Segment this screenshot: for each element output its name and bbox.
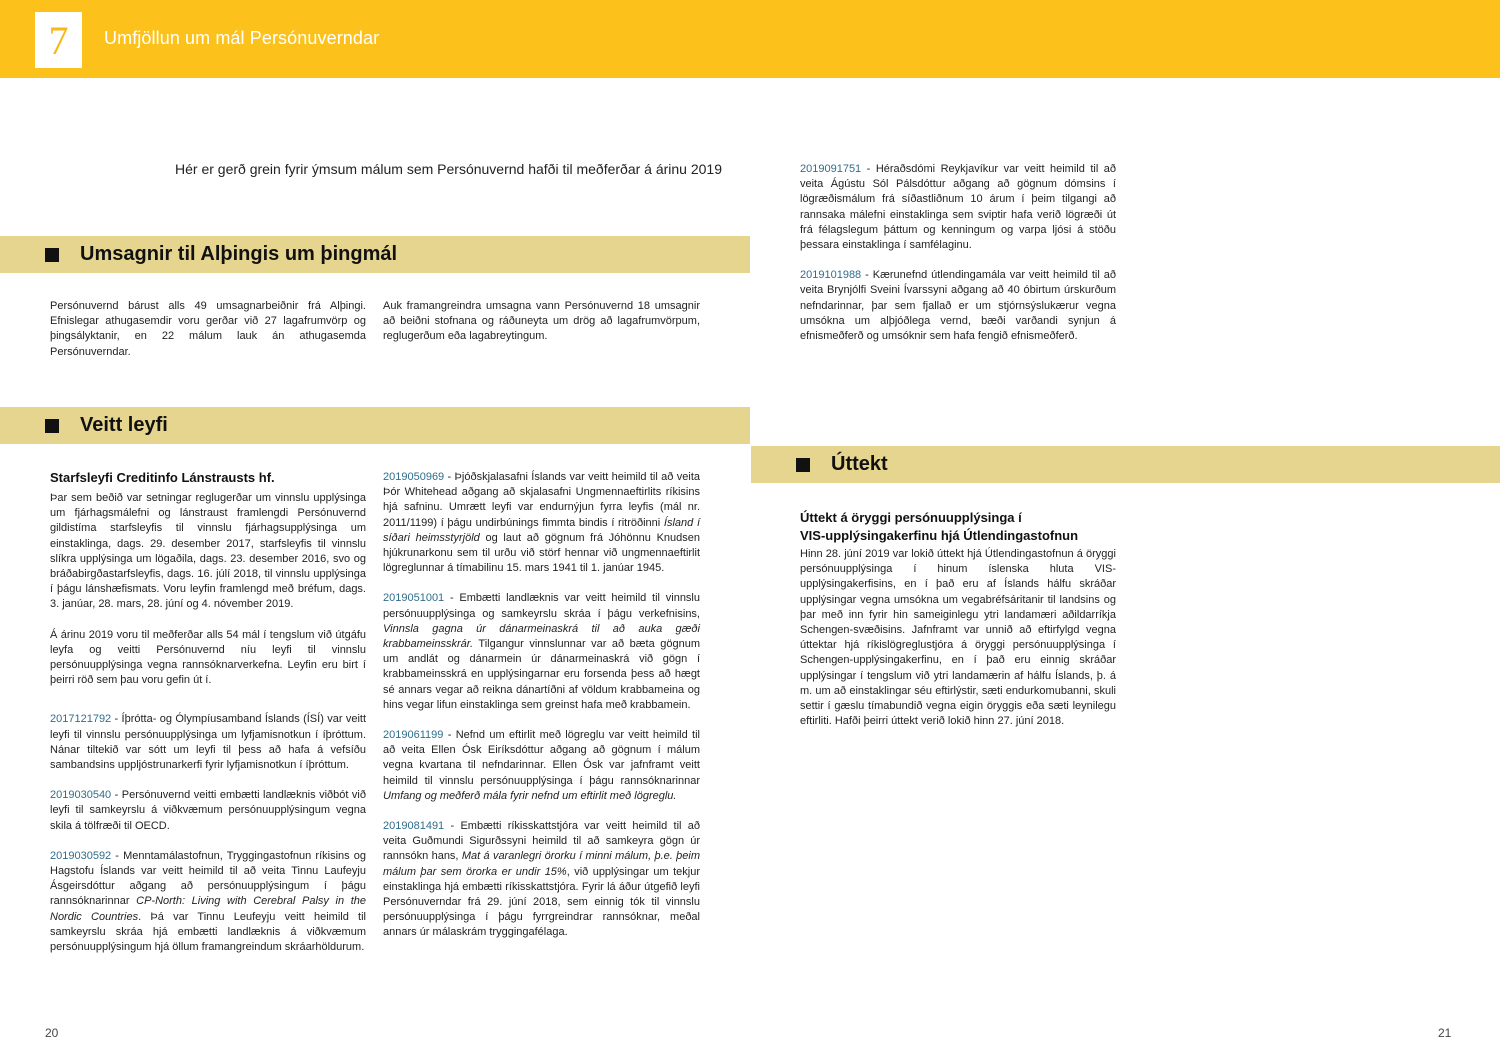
section-band-leyfi [0,407,750,444]
uttekt-column [800,509,1116,744]
paragraph: Á árinu 2019 voru til meðferðar alls 54 mál í tengslum við útgáfu leyfa og veitti Persónuvernd níu leyfi til vinnslu persónuupplýsinga vegna rannsóknarverkefna. Leyfin eru birt í þeirri röð sem þau voru gefin út í. [50,628,366,687]
case-code: 2017121792 [50,713,112,726]
umsagnir-left-column [50,299,366,375]
section-title: Veitt leyfi [80,414,168,436]
case-code: 2019030540 [50,789,112,802]
subheading: Starfsleyfi Creditinfo Lánstrausts hf. [50,470,275,485]
square-bullet-icon [45,248,59,262]
section-title: Úttekt [831,453,888,475]
umsagnir-right-column [383,299,700,360]
entry: 2019050969 - Þjóðskjalasafni Íslands var veitt heimild til að veita Þór Whitehead aðgang að skjalasafni Ungmennaeftirlits ríkisins hjá safninu. Umrætt leyfi var endurnýjun fyrra leyfis (mál nr. 2011/1199) í þágu undirbúnings fimmta bindis í ritröðinni Ísland í síðari heimsstyrjöld og laut að gögnum frá Jóhönnu Knudsen hjúkrunarkonu sem til urðu við störf hennar við ungmennaeftirlit lögreglunnar á tímabilinu 15. mars 1941 til 1. janúar 1945. [383,471,701,575]
header-bar [0,0,1500,78]
case-code: 2019061199 [383,729,444,742]
case-code: 2019051001 [383,592,445,605]
leyfi-column-2 [383,470,700,956]
section-title: Umsagnir til Alþingis um þingmál [80,243,398,265]
entry: 2019051001 - Embætti landlæknis var veitt heimild til vinnslu persónuupplýsinga og samkeyrslu skráa í þágu verkefnisins, Vinnsla gagna úr dánarmeinaskrá til að auka gæði krabbameinsskrár. Tilgangur vinnslunnar var að bæta gögnum um andlát og dánarmein úr dánarmeinaskrá við gögn í krabbameinsskrá en upplýsingarnar eru forsenda þess að hægt sé annars vegar að reikna dánartíðni af völdum krabbameina og hins vegar lifun einstaklinga sem greinst hafa með krabbamein. [383,592,700,711]
entry: 2019101988 - Kærunefnd útlendingamála var veitt heimild til að veita Brynjólfi Sveini Ívarssyni aðgang að 40 óbirtum úrskurðum nefndarinnar, þar sem fjallað er um stjórnsýslukærur vegna umsókna um alþjóðlega vernd, bæði varðandi synjun á efnismeðferð og umsóknir sem hafa fengið efnismeðferð. [800,269,1116,343]
right-page-column [800,162,1116,359]
page-number-left: 20 [45,1026,59,1040]
case-code: 2019091751 [800,163,862,175]
entry: 2019091751 - Héraðsdómi Reykjavíkur var veitt heimild til að veita Ágústu Sól Pálsdóttur aðgang að gögnum dómsins í lögræðismálum frá síðastliðnum 10 árum í þeim tilgangi að rannsaka málefni einstaklinga sem sviptir hafa verið lögræði út frá félagslegum þáttum og kenningum og varpa ljósi á stöðu þessara einstaklinga í samfélaginu. [800,163,1116,252]
case-code: 2019101988 [800,269,862,282]
square-bullet-icon [796,458,810,472]
leyfi-column-1 [50,469,366,970]
entry: 2019030592 - Menntamálastofnun, Tryggingastofnun ríkisins og Hagstofu Íslands var veitt heimild til að veita Tinnu Laufeyju Ásgeirsdóttur aðgang að persónuupplýsingum í þágu rannsóknarinnar CP-North: Living with Cerebral Palsy in the Nordic Countries. Þá var Tinnu Leufeyju veitt heimild til samkeyrslu skráa hjá embætti landlæknis á viðkvæmum persónuupplýsingum hjá öllum framangreindum skráarhöldurum. [50,849,367,954]
square-bullet-icon [45,419,59,433]
case-code: 2019081491 [383,820,445,833]
intro-text: Hér er gerð grein fyrir ýmsum málum sem Persónuvernd hafði til meðferðar á árinu 2019 [175,161,723,177]
entry: 2019061199 - Nefnd um eftirlit með lögreglu var veitt heimild til að veita Ellen Ósk Eiríksdóttur aðgang að gögnum í málum vegna kvartana til nefndarinnar. Ellen Ósk var jafnframt veitt heimild til vinnslu persónuupplýsinga í þágu rannsóknarinnar Umfang og meðferð mála fyrir nefnd um eftirlit með lögreglu. [383,729,700,802]
paragraph: Þar sem beðið var setningar reglugerðar um vinnslu upplýsinga um fjárhagsmálefni og lánstraust framlengdi Persónuvernd gildistíma starfsleyfis til vinnslu fjárhagsupplýsinga um einstaklinga, dags. 29. desember 2017, starfsleyfis til vinnslu slíkra upplýsinga um lögaðila, dags. 23. desember 2016, svo og bráðabirgðastarfsleyfis, dags. 16. júlí 2018, til vinnslu upplýsinga í þágu lánshæfismats. Voru leyfin framlengd með bréfum, dags. 3. janúar, 28. mars, 28. júní og 4. nóvember 2019. [50,492,366,611]
entry: 2017121792 - Íþrótta- og Ólympíusamband Íslands (ÍSÍ) var veitt leyfi til vinnslu persónuupplýsinga um lyfjamisnotkun í íþróttum. Nánar tiltekið var sótt um leyfi til þess að hafa á vefsíðu sambandsins uppljóstrunarkerfi fyrir lyfjamisnotkun í íþróttum. [50,713,366,772]
subheading: Úttekt á öryggi persónuupplýsinga í VIS-upplýsingakerfinu hjá Útlendingastofnun [800,510,1079,543]
paragraph: Persónuvernd bárust alls 49 umsagnarbeiðnir frá Alþingi. Efnislegar athugasemdir voru gerðar við 27 lagafrumvörp og þingsályktanir, en 22 málum lauk án athugasemda Persónuverndar. [50,300,366,358]
section-band-uttekt [751,446,1500,483]
chapter-title: Umfjöllun um mál Persónuverndar [104,28,380,48]
section-band-umsagnir [0,236,750,273]
chapter-number: 7 [35,12,82,68]
paragraph: Auk framangreindra umsagna vann Persónuvernd 18 umsagnir að beiðni stofnana og ráðuneyta um drög að lagafrumvörpum, reglugerðum eða lagabreytingum. [383,300,700,343]
case-code: 2019030592 [50,849,112,862]
paragraph: Hinn 28. júní 2019 var lokið úttekt hjá Útlendingastofnun á öryggi persónuupplýsinga í hinum íslenska hluta VIS-upplýsingakerfisins, en í það eru af Íslands hálfu skráðar upplýsingar vegna umsókna um vegabréfsáritanir til landsins og þar með inn fyrir hin sameiginlegu ytri landamæri aðildarríkja Schengen-svæðisins. Jafnframt var unnið að eftirfylgd vegna úttektar hjá ríkislögreglustjóra á öryggi persónuupplýsinga í Schengen-upplýsingakerfinu, en í það eru einnig skráðar upplýsingar í tengslum við ytri landamærin af hálfu Íslands, þ. á m. um að einstaklingar séu eftirlýstir, sæti endurkomubanni, skuli settir í gæslu tímabundið vegna eigin öryggis eða sæti leynilegu eftirliti. Hafði þeirri úttekt verið lokið hinn 27. júní 2018. [800,548,1116,728]
entry: 2019030540 - Persónuvernd veitti embætti landlæknis viðbót við leyfi til samkeyrslu á viðkvæmum persónuupplýsingum vegna skila á tölfræði til OECD. [50,789,366,832]
page-number-right: 21 [1438,1026,1452,1040]
case-code: 2019050969 [383,471,445,483]
entry: 2019081491 - Embætti ríkisskattstjóra var veitt heimild til að veita Guðmundi Sigurðssyni heimild til að samkeyra gögn úr rannsókn hans, Mat á varanlegri örorku í minni málum, þ.e. þeim málum þar sem örorka er undir 15%, við upplýsingar um tekjur einstaklinga hjá embætti ríkisskattstjóra. Fyrir lá áður útgefið leyfi Persónuverndar frá 29. júní 2018, sem einnig tók til vinnslu persónuupplýsinga í þágu fyrrgreindrar rannsóknar, meðal annars úr málaskrám tryggingafélaga. [383,820,700,939]
